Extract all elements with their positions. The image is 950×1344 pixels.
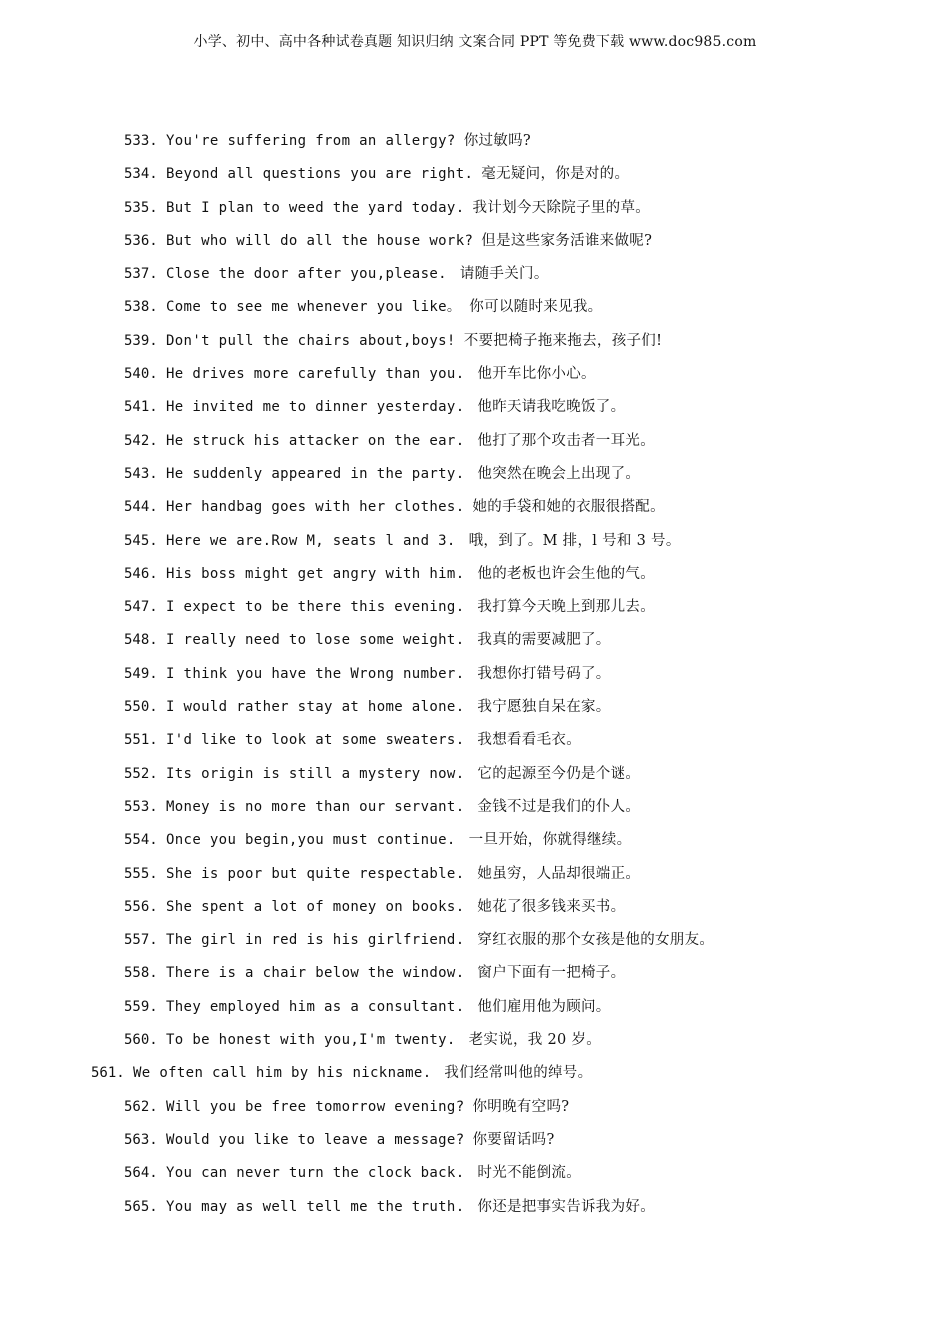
sentence-number: 563. xyxy=(124,1131,158,1148)
chinese-translation: 他打了那个攻击者一耳光。 xyxy=(472,432,655,449)
sentence-item xyxy=(0,263,950,296)
sentence-number: 538. xyxy=(124,299,158,316)
english-sentence: Her handbag goes with her clothes. xyxy=(166,499,465,516)
chinese-translation: 窗户下面有一把椅子。 xyxy=(472,965,626,982)
sentence-number: 549. xyxy=(124,665,158,682)
chinese-translation: 金钱不过是我们的仆人。 xyxy=(472,798,641,815)
sentence-number: 556. xyxy=(124,898,158,915)
chinese-translation: 她花了很多钱来买书。 xyxy=(472,898,626,915)
english-sentence: But I plan to weed the yard today. xyxy=(166,199,465,216)
english-sentence: They employed him as a consultant. xyxy=(166,998,465,1015)
sentence-number: 554. xyxy=(124,832,158,849)
sentence-item xyxy=(0,430,950,463)
sentence-list xyxy=(0,130,950,1229)
chinese-translation: 我想看看毛衣。 xyxy=(472,732,581,749)
sentence-item xyxy=(0,330,950,363)
sentence-number: 552. xyxy=(124,765,158,782)
english-sentence: You may as well tell me the truth. xyxy=(166,1198,465,1215)
sentence-item xyxy=(0,296,950,329)
chinese-translation: 你还是把事实告诉我为好。 xyxy=(472,1198,655,1215)
chinese-translation: 老实说，我 20 岁。 xyxy=(463,1032,602,1049)
english-sentence: I expect to be there this evening. xyxy=(166,599,465,616)
sentence-number: 557. xyxy=(124,932,158,949)
sentence-number: 564. xyxy=(124,1165,158,1182)
chinese-translation: 我真的需要减肥了。 xyxy=(472,632,611,649)
english-sentence: Come to see me whenever you like。 xyxy=(166,299,462,316)
english-sentence: I'd like to look at some sweaters. xyxy=(166,732,465,749)
sentence-item xyxy=(0,629,950,662)
english-sentence: You're suffering from an allergy? xyxy=(166,133,456,149)
chinese-translation: 你过敏吗? xyxy=(463,133,531,149)
english-sentence: He drives more carefully than you. xyxy=(166,366,465,383)
english-sentence: I would rather stay at home alone. xyxy=(166,699,465,716)
sentence-number: 562. xyxy=(124,1098,158,1115)
sentence-number: 558. xyxy=(124,965,158,982)
sentence-item xyxy=(0,863,950,896)
chinese-translation: 她虽穷，人品却很端正。 xyxy=(472,865,641,882)
sentence-number: 551. xyxy=(124,732,158,749)
english-sentence: Would you like to leave a message? xyxy=(166,1131,465,1148)
sentence-item xyxy=(0,663,950,696)
english-sentence: To be honest with you,I'm twenty. xyxy=(166,1032,456,1049)
sentence-item xyxy=(0,1129,950,1162)
sentence-number: 550. xyxy=(124,699,158,716)
sentence-item xyxy=(0,929,950,962)
english-sentence: He invited me to dinner yesterday. xyxy=(166,399,465,416)
sentence-item xyxy=(0,230,950,263)
chinese-translation: 一旦开始，你就得继续。 xyxy=(463,832,632,849)
sentence-item xyxy=(0,996,950,1029)
sentence-item xyxy=(0,1196,950,1229)
chinese-translation: 哦，到了。M 排，l 号和 3 号。 xyxy=(463,532,681,549)
sentence-item xyxy=(0,596,950,629)
english-sentence: He suddenly appeared in the party. xyxy=(166,465,465,482)
english-sentence: But who will do all the house work? xyxy=(166,232,474,249)
english-sentence: Will you be free tomorrow evening? xyxy=(166,1098,465,1115)
sentence-number: 545. xyxy=(124,532,158,549)
sentence-item xyxy=(0,530,950,563)
chinese-translation: 请随手关门。 xyxy=(454,266,549,283)
sentence-item xyxy=(0,1162,950,1195)
sentence-item xyxy=(0,829,950,862)
chinese-translation: 毫无疑问，你是对的。 xyxy=(481,166,630,183)
sentence-number: 565. xyxy=(124,1198,158,1215)
chinese-translation: 但是这些家务活谁来做呢? xyxy=(481,232,653,249)
sentence-item xyxy=(0,696,950,729)
sentence-item xyxy=(0,763,950,796)
sentence-item xyxy=(0,1062,950,1095)
english-sentence: Money is no more than our servant. xyxy=(166,798,465,815)
sentence-number: 543. xyxy=(124,465,158,482)
sentence-number: 539. xyxy=(124,332,158,349)
sentence-number: 533. xyxy=(124,133,158,149)
sentence-item xyxy=(0,197,950,230)
english-sentence: His boss might get angry with him. xyxy=(166,565,465,582)
english-sentence: Beyond all questions you are right. xyxy=(166,166,474,183)
sentence-item xyxy=(0,729,950,762)
sentence-item xyxy=(0,796,950,829)
sentence-item xyxy=(0,463,950,496)
english-sentence: You can never turn the clock back. xyxy=(166,1165,465,1182)
sentence-item xyxy=(0,130,950,163)
sentence-number: 540. xyxy=(124,366,158,383)
sentence-number: 537. xyxy=(124,266,158,283)
english-sentence: She is poor but quite respectable. xyxy=(166,865,465,882)
chinese-translation: 我们经常叫他的绰号。 xyxy=(439,1065,593,1082)
sentence-item xyxy=(0,496,950,529)
sentence-number: 535. xyxy=(124,199,158,216)
sentence-item xyxy=(0,163,950,196)
sentence-item xyxy=(0,363,950,396)
chinese-translation: 时光不能倒流。 xyxy=(472,1165,581,1182)
english-sentence: There is a chair below the window. xyxy=(166,965,465,982)
chinese-translation: 我想你打错号码了。 xyxy=(472,665,611,682)
chinese-translation: 他昨天请我吃晚饭了。 xyxy=(472,399,626,416)
english-sentence: I really need to lose some weight. xyxy=(166,632,465,649)
chinese-translation: 我宁愿独自呆在家。 xyxy=(472,699,611,716)
chinese-translation: 他的老板也许会生他的气。 xyxy=(472,565,655,582)
sentence-item xyxy=(0,563,950,596)
sentence-number: 559. xyxy=(124,998,158,1015)
sentence-number: 534. xyxy=(124,166,158,183)
sentence-number: 542. xyxy=(124,432,158,449)
sentence-item xyxy=(0,962,950,995)
sentence-item xyxy=(0,396,950,429)
chinese-translation: 穿红衣服的那个女孩是他的女朋友。 xyxy=(472,932,715,949)
chinese-translation: 不要把椅子拖来拖去，孩子们! xyxy=(463,332,663,349)
english-sentence: I think you have the Wrong number. xyxy=(166,665,465,682)
sentence-number: 555. xyxy=(124,865,158,882)
sentence-number: 541. xyxy=(124,399,158,416)
english-sentence: The girl in red is his girlfriend. xyxy=(166,932,465,949)
sentence-number: 536. xyxy=(124,232,158,249)
english-sentence: Its origin is still a mystery now. xyxy=(166,765,465,782)
english-sentence: Don't pull the chairs about,boys! xyxy=(166,332,456,349)
sentence-number: 546. xyxy=(124,565,158,582)
english-sentence: He struck his attacker on the ear. xyxy=(166,432,465,449)
sentence-number: 553. xyxy=(124,798,158,815)
sentence-item xyxy=(0,1096,950,1129)
chinese-translation: 你要留话吗? xyxy=(472,1131,555,1148)
chinese-translation: 你可以随时来见我。 xyxy=(469,299,603,316)
english-sentence: Once you begin,you must continue. xyxy=(166,832,456,849)
chinese-translation: 它的起源至今仍是个谜。 xyxy=(472,765,641,782)
sentence-number: 561. xyxy=(91,1065,125,1082)
page-header: 小学、初中、高中各种试卷真题 知识归纳 文案合同 PPT 等免费下载 www.doc985.com xyxy=(193,34,757,50)
english-sentence: She spent a lot of money on books. xyxy=(166,898,465,915)
chinese-translation: 他们雇用他为顾问。 xyxy=(472,998,611,1015)
sentence-number: 544. xyxy=(124,499,158,516)
sentence-item xyxy=(0,1029,950,1062)
sentence-number: 548. xyxy=(124,632,158,649)
chinese-translation: 你明晚有空吗? xyxy=(472,1098,570,1115)
chinese-translation: 她的手袋和她的衣服很搭配。 xyxy=(472,499,665,516)
chinese-translation: 我打算今天晚上到那儿去。 xyxy=(472,599,655,616)
chinese-translation: 我计划今天除院子里的草。 xyxy=(472,199,651,216)
chinese-translation: 他开车比你小心。 xyxy=(472,366,596,383)
sentence-number: 560. xyxy=(124,1032,158,1049)
chinese-translation: 他突然在晚会上出现了。 xyxy=(472,465,641,482)
sentence-item xyxy=(0,896,950,929)
sentence-number: 547. xyxy=(124,599,158,616)
english-sentence: Close the door after you,please. xyxy=(166,266,447,283)
english-sentence: Here we are.Row M, seats l and 3. xyxy=(166,532,456,549)
english-sentence: We often call him by his nickname. xyxy=(133,1065,432,1082)
